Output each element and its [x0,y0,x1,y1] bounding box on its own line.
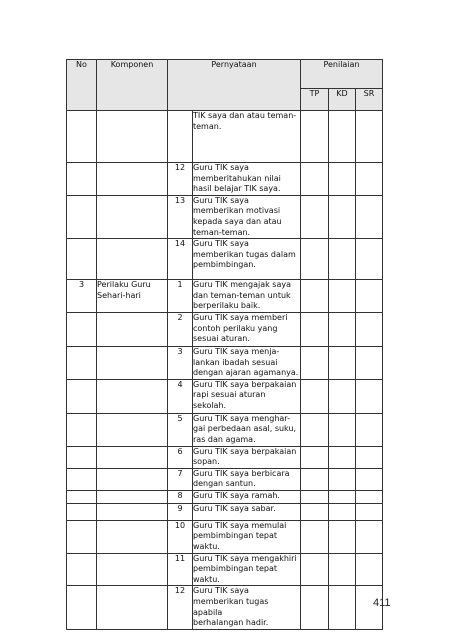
statement-cell: Guru TIK saya menghar- gai perbedaan asal, suku, ras dan agama. [193,413,301,446]
rating-cell-sr[interactable] [356,312,383,346]
component-cell [97,503,168,520]
statement-cell: Guru TIK saya memberikan tugas dalam pembimbingan. [193,239,301,280]
section-number-cell: 3 [67,280,97,313]
section-number-cell [67,413,97,446]
component-cell [97,163,168,196]
component-cell [97,446,168,468]
rating-cell-sr[interactable] [356,520,383,553]
header-statement: Pernyataan [168,60,301,111]
rating-cell-sr[interactable] [356,346,383,379]
item-number: 12 [168,586,193,629]
item-number: 7 [168,468,193,490]
item-number: 13 [168,195,193,238]
section-number-cell [67,490,97,503]
table-row [67,111,383,163]
section-number-cell [67,312,97,346]
table-row [67,195,383,238]
rating-cell-tp[interactable] [301,346,329,379]
rating-cell-tp[interactable] [301,111,329,163]
section-number-cell [67,379,97,413]
rating-cell-tp[interactable] [301,446,329,468]
component-cell [97,520,168,553]
component-cell [97,239,168,280]
item-number: 3 [168,346,193,379]
rating-cell-tp[interactable] [301,195,329,238]
rating-cell-tp[interactable] [301,553,329,586]
rating-cell-kd[interactable] [329,468,356,490]
rating-cell-tp[interactable] [301,503,329,520]
component-cell [97,195,168,238]
table-row [67,413,383,446]
statement-cell: Guru TIK saya memberitahukan nilai hasil belajar TIK saya. [193,163,301,196]
rating-cell-kd[interactable] [329,490,356,503]
table-row [67,239,383,280]
rating-cell-tp[interactable] [301,490,329,503]
rating-cell-kd[interactable] [329,195,356,238]
header-sr: SR [356,89,383,111]
statement-cell: Guru TIK saya menja- lankan ibadah sesuai dengan ajaran agamanya. [193,346,301,379]
component-cell [97,553,168,586]
table-row [67,503,383,520]
rating-cell-sr[interactable] [356,111,383,163]
table-row [67,163,383,196]
statement-cell: Guru TIK saya berpakaian rapi sesuai aturan sekolah. [193,379,301,413]
rating-cell-sr[interactable] [356,446,383,468]
table-row [67,586,383,629]
rating-cell-sr[interactable] [356,280,383,313]
item-number: 11 [168,553,193,586]
item-number: 10 [168,520,193,553]
item-number: 1 [168,280,193,313]
section-number-cell [67,195,97,238]
table-body [67,111,383,630]
rating-cell-sr[interactable] [356,553,383,586]
rating-cell-kd[interactable] [329,239,356,280]
item-number: 12 [168,163,193,196]
item-number: 8 [168,490,193,503]
section-number-cell [67,586,97,629]
item-number: 6 [168,446,193,468]
table-row [67,312,383,346]
rating-cell-tp[interactable] [301,239,329,280]
statement-cell: Guru TIK saya memberikan motivasi kepada saya dan atau teman-teman. [193,195,301,238]
item-number: 9 [168,503,193,520]
statement-cell: Guru TIK saya memulai pembimbingan tepat waktu. [193,520,301,553]
rating-cell-tp[interactable] [301,163,329,196]
component-cell [97,346,168,379]
component-cell [97,468,168,490]
section-number-cell [67,239,97,280]
table-row [67,490,383,503]
rating-cell-tp[interactable] [301,468,329,490]
rating-cell-kd[interactable] [329,379,356,413]
rating-cell-sr[interactable] [356,163,383,196]
rating-cell-sr[interactable] [356,379,383,413]
statement-cell: Guru TIK saya memberi contoh perilaku yang sesuai aturan. [193,312,301,346]
component-cell [97,379,168,413]
component-cell: Perilaku Guru Sehari-hari [97,280,168,313]
table-row [67,553,383,586]
table-row [67,520,383,553]
component-cell [97,111,168,163]
rating-cell-kd[interactable] [329,553,356,586]
statement-cell: Guru TIK saya mengakhiri pembimbingan tepat waktu. [193,553,301,586]
statement-cell: Guru TIK saya berbicara dengan santun. [193,468,301,490]
statement-cell: Guru TIK saya sabar. [193,503,301,520]
rating-cell-sr[interactable] [356,413,383,446]
rating-cell-tp[interactable] [301,520,329,553]
component-cell [97,312,168,346]
rating-cell-kd[interactable] [329,111,356,163]
rating-cell-tp[interactable] [301,280,329,313]
section-number-cell [67,346,97,379]
item-number: 5 [168,413,193,446]
rating-cell-sr[interactable] [356,468,383,490]
page-number: 411 [373,597,391,609]
assessment-table [66,59,383,630]
rating-cell-tp[interactable] [301,379,329,413]
component-cell [97,490,168,503]
rating-cell-kd[interactable] [329,312,356,346]
rating-cell-sr[interactable] [356,503,383,520]
rating-cell-kd[interactable] [329,346,356,379]
section-number-cell [67,163,97,196]
header-kd: KD [329,89,356,111]
rating-cell-kd[interactable] [329,163,356,196]
item-number [168,111,193,163]
rating-cell-kd[interactable] [329,503,356,520]
section-number-cell [67,111,97,163]
rating-cell-tp[interactable] [301,312,329,346]
rating-cell-kd[interactable] [329,520,356,553]
item-number: 14 [168,239,193,280]
section-number-cell [67,520,97,553]
statement-cell: Guru TIK mengajak saya dan teman-teman untuk berperilaku baik. [193,280,301,313]
section-number-cell [67,503,97,520]
table-row [67,280,383,313]
rating-cell-kd[interactable] [329,446,356,468]
table-row [67,468,383,490]
table-row [67,346,383,379]
statement-cell: Guru TIK saya memberikan tugas apabila berhalangan hadir. [193,586,301,629]
section-number-cell [67,468,97,490]
rating-cell-tp[interactable] [301,586,329,629]
rating-cell-sr[interactable] [356,239,383,280]
rating-cell-sr[interactable] [356,490,383,503]
item-number: 4 [168,379,193,413]
statement-cell: Guru TIK saya ramah. [193,490,301,503]
rating-cell-kd[interactable] [329,413,356,446]
component-cell [97,586,168,629]
section-number-cell [67,553,97,586]
table-row [67,446,383,468]
header-tp: TP [301,89,329,111]
header-component: Komponen [97,60,168,111]
item-number: 2 [168,312,193,346]
statement-cell: Guru TIK saya berpakaian sopan. [193,446,301,468]
header-assessment: Penilaian [301,60,383,89]
statement-cell: TIK saya dan atau teman- teman. [193,111,301,163]
rating-cell-kd[interactable] [329,586,356,629]
rating-cell-sr[interactable] [356,195,383,238]
section-number-cell [67,446,97,468]
rating-cell-kd[interactable] [329,280,356,313]
table-row [67,379,383,413]
header-no: No [67,60,97,111]
rating-cell-tp[interactable] [301,413,329,446]
component-cell [97,413,168,446]
